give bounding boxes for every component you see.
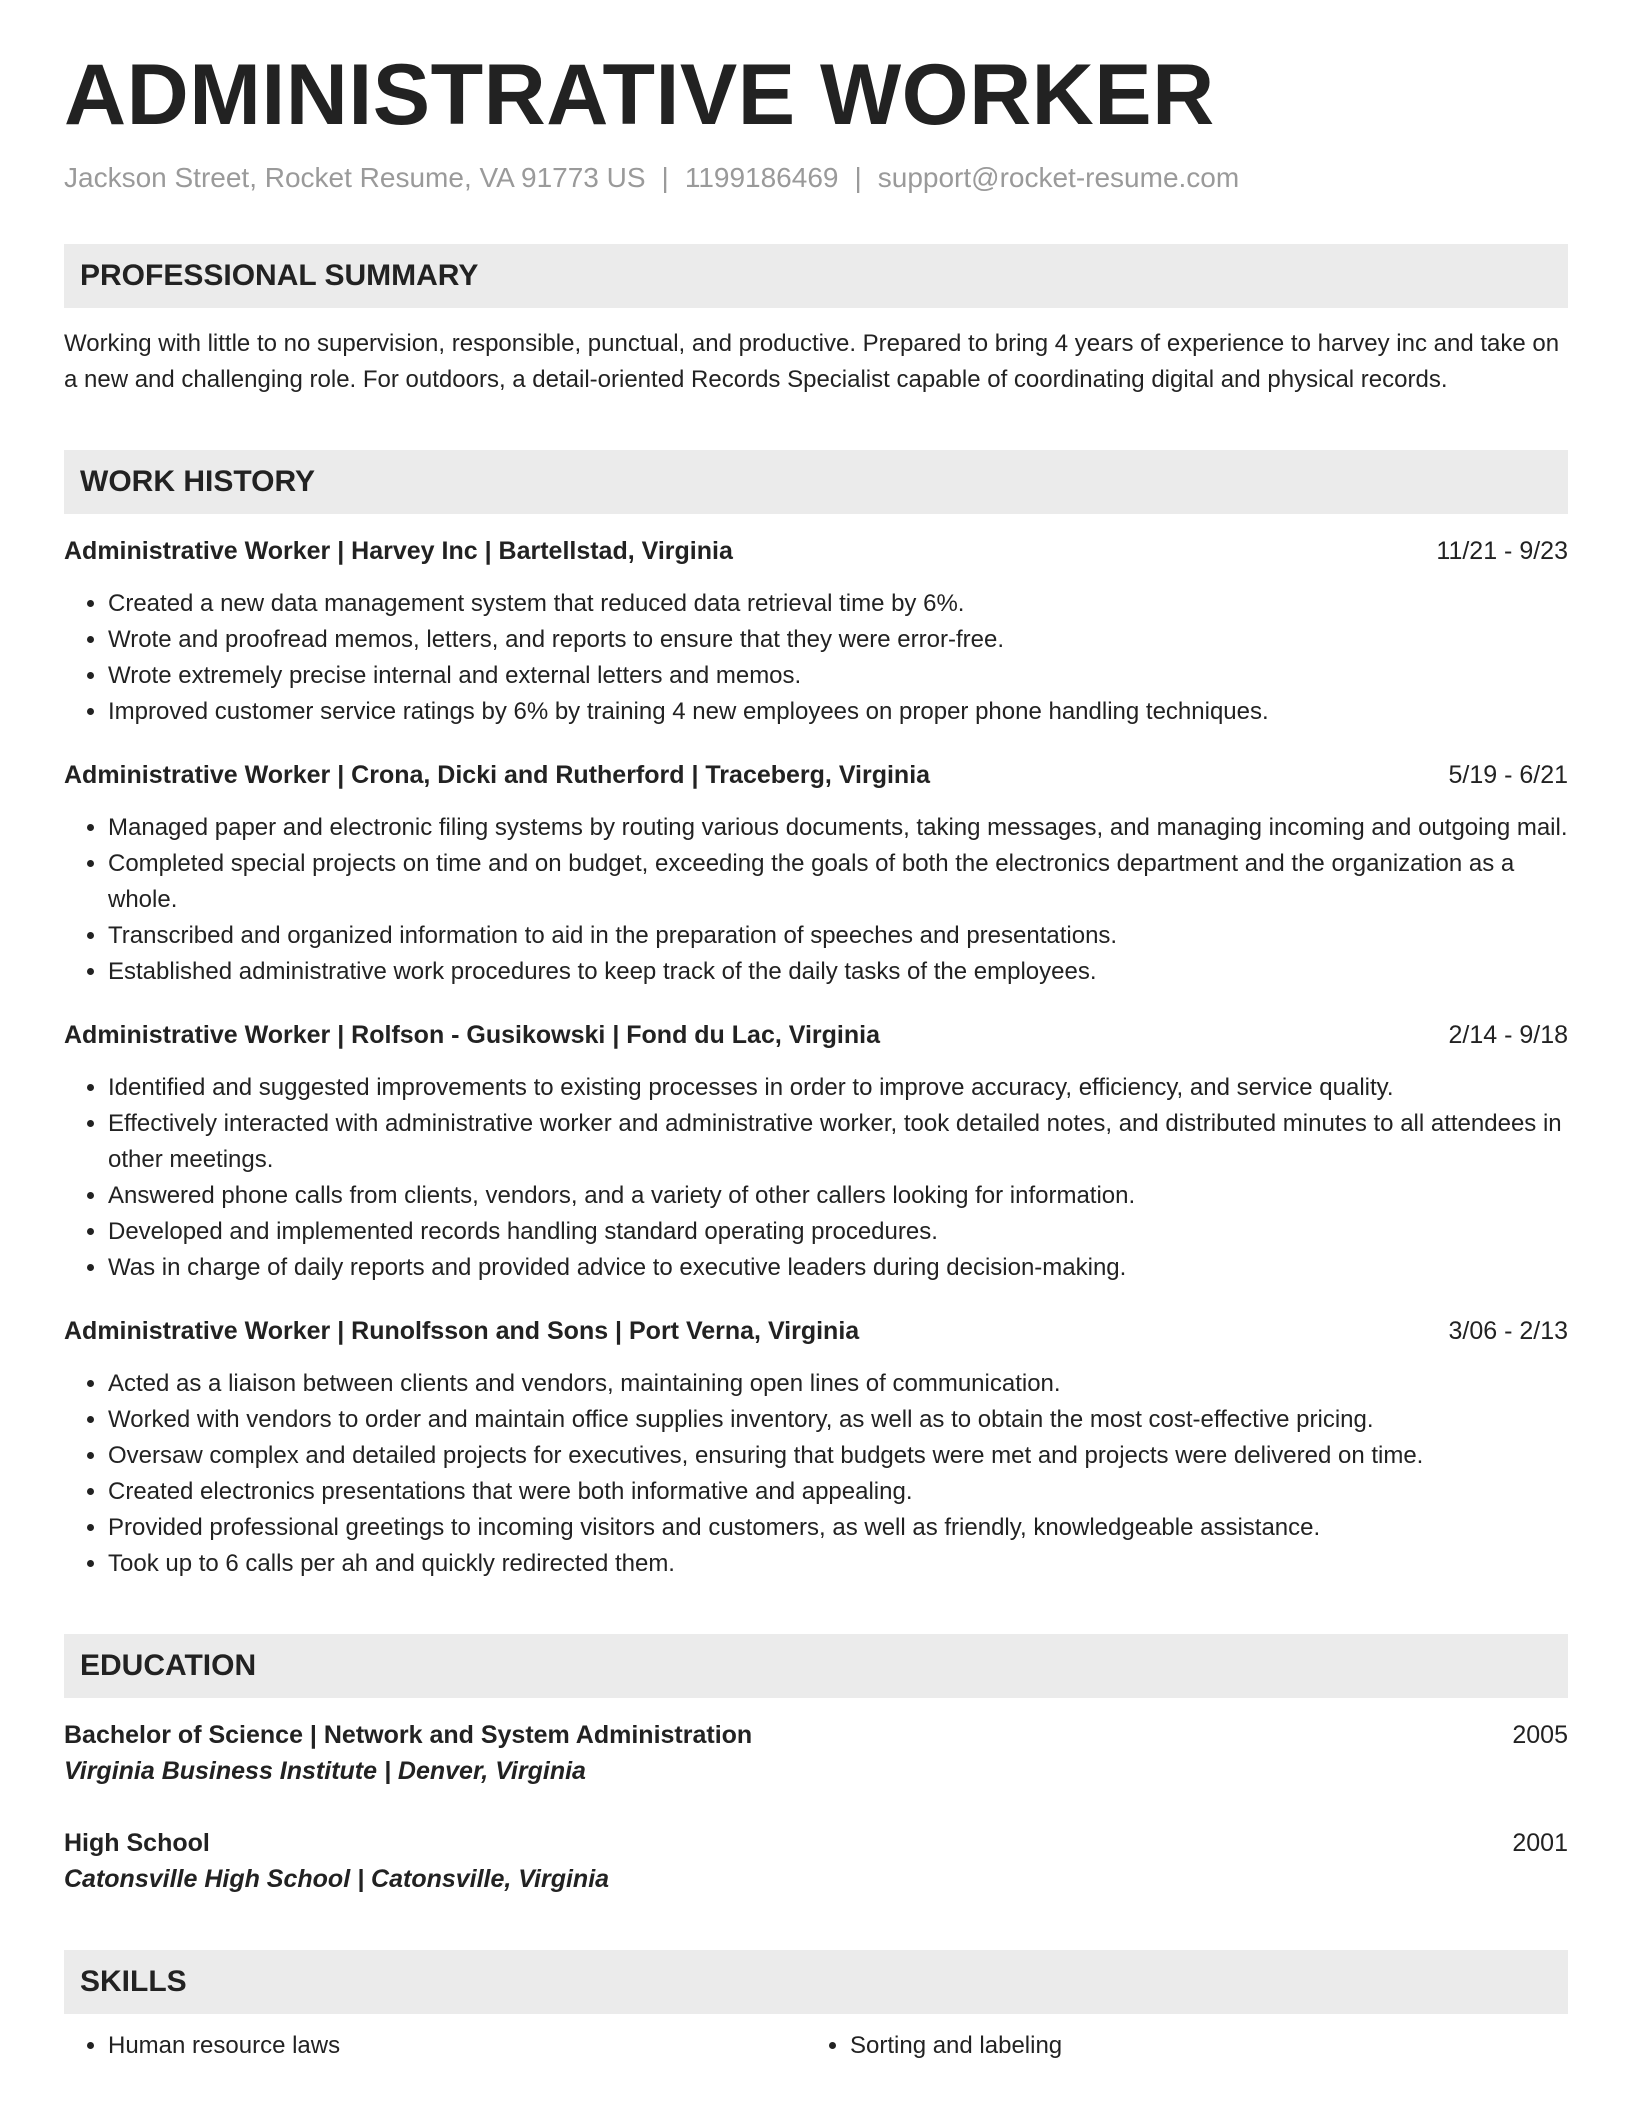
job-bullet: • Improved customer service ratings by 6% by training 4 new employees on proper phone handling techniques. bbox=[108, 694, 1568, 730]
address: Jackson Street, Rocket Resume, VA 91773 US bbox=[64, 161, 646, 193]
education-entry bbox=[64, 1826, 1568, 1898]
section-title: WORK HISTORY bbox=[80, 465, 316, 499]
job-title: Administrative Worker | Harvey Inc | Bartellstad, Virginia bbox=[64, 537, 733, 566]
skill-item: • Sorting and labeling bbox=[850, 2028, 1548, 2064]
section-title: SKILLS bbox=[80, 1965, 187, 1999]
job-header bbox=[64, 534, 1568, 568]
job-bullet: • Established administrative work procedures to keep track of the daily tasks of the employees. bbox=[108, 954, 1568, 990]
candidate-name: ADMINISTRATIVE WORKER bbox=[64, 47, 1215, 143]
skills-list bbox=[64, 2028, 1568, 2064]
professional-summary: Working with little to no supervision, responsible, punctual, and productive. Prepared to bring 4 years of experience to harvey inc and take on a new and challenging role. For outdoors, a detail-oriented Records Specialist capable of coordinating digital and physical records. bbox=[64, 330, 1560, 394]
job-entry bbox=[64, 1314, 1568, 1582]
job-bullets bbox=[64, 1070, 1568, 1286]
section-header-work-history bbox=[64, 450, 1568, 514]
job-bullet: • Effectively interacted with administrative worker and administrative worker, took detailed notes, and distributed minutes to all attendees in other meetings. bbox=[108, 1106, 1568, 1178]
contact-separator: | bbox=[661, 161, 669, 193]
job-entry bbox=[64, 758, 1568, 990]
job-bullet: • Oversaw complex and detailed projects for executives, ensuring that budgets were met and projects were delivered on time. bbox=[108, 1438, 1568, 1474]
job-bullet: • Provided professional greetings to incoming visitors and customers, as well as friendly, knowledgeable assistance. bbox=[108, 1510, 1568, 1546]
contact-line bbox=[64, 161, 1568, 195]
phone: 1199186469 bbox=[684, 161, 839, 193]
job-bullet: • Completed special projects on time and on budget, exceeding the goals of both the electronics department and the organization as a whole. bbox=[108, 846, 1568, 918]
job-bullet: • Created a new data management system that reduced data retrieval time by 6%. bbox=[108, 586, 1568, 622]
job-header bbox=[64, 758, 1568, 792]
job-bullet: • Wrote and proofread memos, letters, and reports to ensure that they were error-free. bbox=[108, 622, 1568, 658]
contact-separator: | bbox=[854, 161, 862, 193]
job-bullet: • Wrote extremely precise internal and external letters and memos. bbox=[108, 658, 1568, 694]
job-bullet: • Took up to 6 calls per ah and quickly redirected them. bbox=[108, 1546, 1568, 1582]
job-bullets bbox=[64, 810, 1568, 990]
job-header bbox=[64, 1018, 1568, 1052]
job-bullet: • Managed paper and electronic filing systems by routing various documents, taking messages, and managing incoming and outgoing mail. bbox=[108, 810, 1568, 846]
skills-column-left bbox=[64, 2028, 806, 2064]
section-header-skills bbox=[64, 1950, 1568, 2014]
education-header bbox=[64, 1718, 1568, 1752]
skills-column-right bbox=[806, 2028, 1548, 2064]
job-bullet: • Was in charge of daily reports and provided advice to executive leaders during decision-making. bbox=[108, 1250, 1568, 1286]
education-year: 2005 bbox=[1512, 1721, 1568, 1750]
education-school: Catonsville High School | Catonsville, Virginia bbox=[64, 1865, 610, 1894]
job-bullets bbox=[64, 586, 1568, 730]
section-header-education bbox=[64, 1634, 1568, 1698]
education-entry bbox=[64, 1718, 1568, 1790]
job-header bbox=[64, 1314, 1568, 1348]
skill-item: • Human resource laws bbox=[108, 2028, 806, 2064]
job-dates: 3/06 - 2/13 bbox=[1448, 1317, 1568, 1346]
job-bullets bbox=[64, 1366, 1568, 1582]
section-header-summary bbox=[64, 244, 1568, 308]
job-bullet: • Worked with vendors to order and maintain office supplies inventory, as well as to obtain the most cost-effective pricing. bbox=[108, 1402, 1568, 1438]
job-title: Administrative Worker | Runolfsson and Sons | Port Verna, Virginia bbox=[64, 1317, 860, 1346]
job-bullet: • Acted as a liaison between clients and vendors, maintaining open lines of communication. bbox=[108, 1366, 1568, 1402]
job-bullet: • Identified and suggested improvements to existing processes in order to improve accuracy, efficiency, and service quality. bbox=[108, 1070, 1568, 1106]
education-header bbox=[64, 1826, 1568, 1860]
job-bullet: • Answered phone calls from clients, vendors, and a variety of other callers looking for information. bbox=[108, 1178, 1568, 1214]
job-entry bbox=[64, 1018, 1568, 1286]
job-bullet: • Created electronics presentations that were both informative and appealing. bbox=[108, 1474, 1568, 1510]
job-dates: 11/21 - 9/23 bbox=[1436, 537, 1568, 566]
section-title: PROFESSIONAL SUMMARY bbox=[80, 259, 479, 293]
education-degree: Bachelor of Science | Network and System Administration bbox=[64, 1721, 753, 1750]
job-title: Administrative Worker | Rolfson - Gusikowski | Fond du Lac, Virginia bbox=[64, 1021, 880, 1050]
section-title: EDUCATION bbox=[80, 1649, 257, 1683]
resume-page bbox=[64, 48, 1568, 2064]
education-year: 2001 bbox=[1512, 1829, 1568, 1858]
job-dates: 2/14 - 9/18 bbox=[1448, 1021, 1568, 1050]
job-entry bbox=[64, 534, 1568, 730]
email-link[interactable]: support@rocket-resume.com bbox=[877, 161, 1240, 193]
job-bullet: • Developed and implemented records handling standard operating procedures. bbox=[108, 1214, 1568, 1250]
job-bullet: • Transcribed and organized information to aid in the preparation of speeches and presentations. bbox=[108, 918, 1568, 954]
education-degree: High School bbox=[64, 1829, 210, 1858]
education-school: Virginia Business Institute | Denver, Virginia bbox=[64, 1757, 586, 1786]
job-dates: 5/19 - 6/21 bbox=[1448, 761, 1568, 790]
job-title: Administrative Worker | Crona, Dicki and Rutherford | Traceberg, Virginia bbox=[64, 761, 931, 790]
